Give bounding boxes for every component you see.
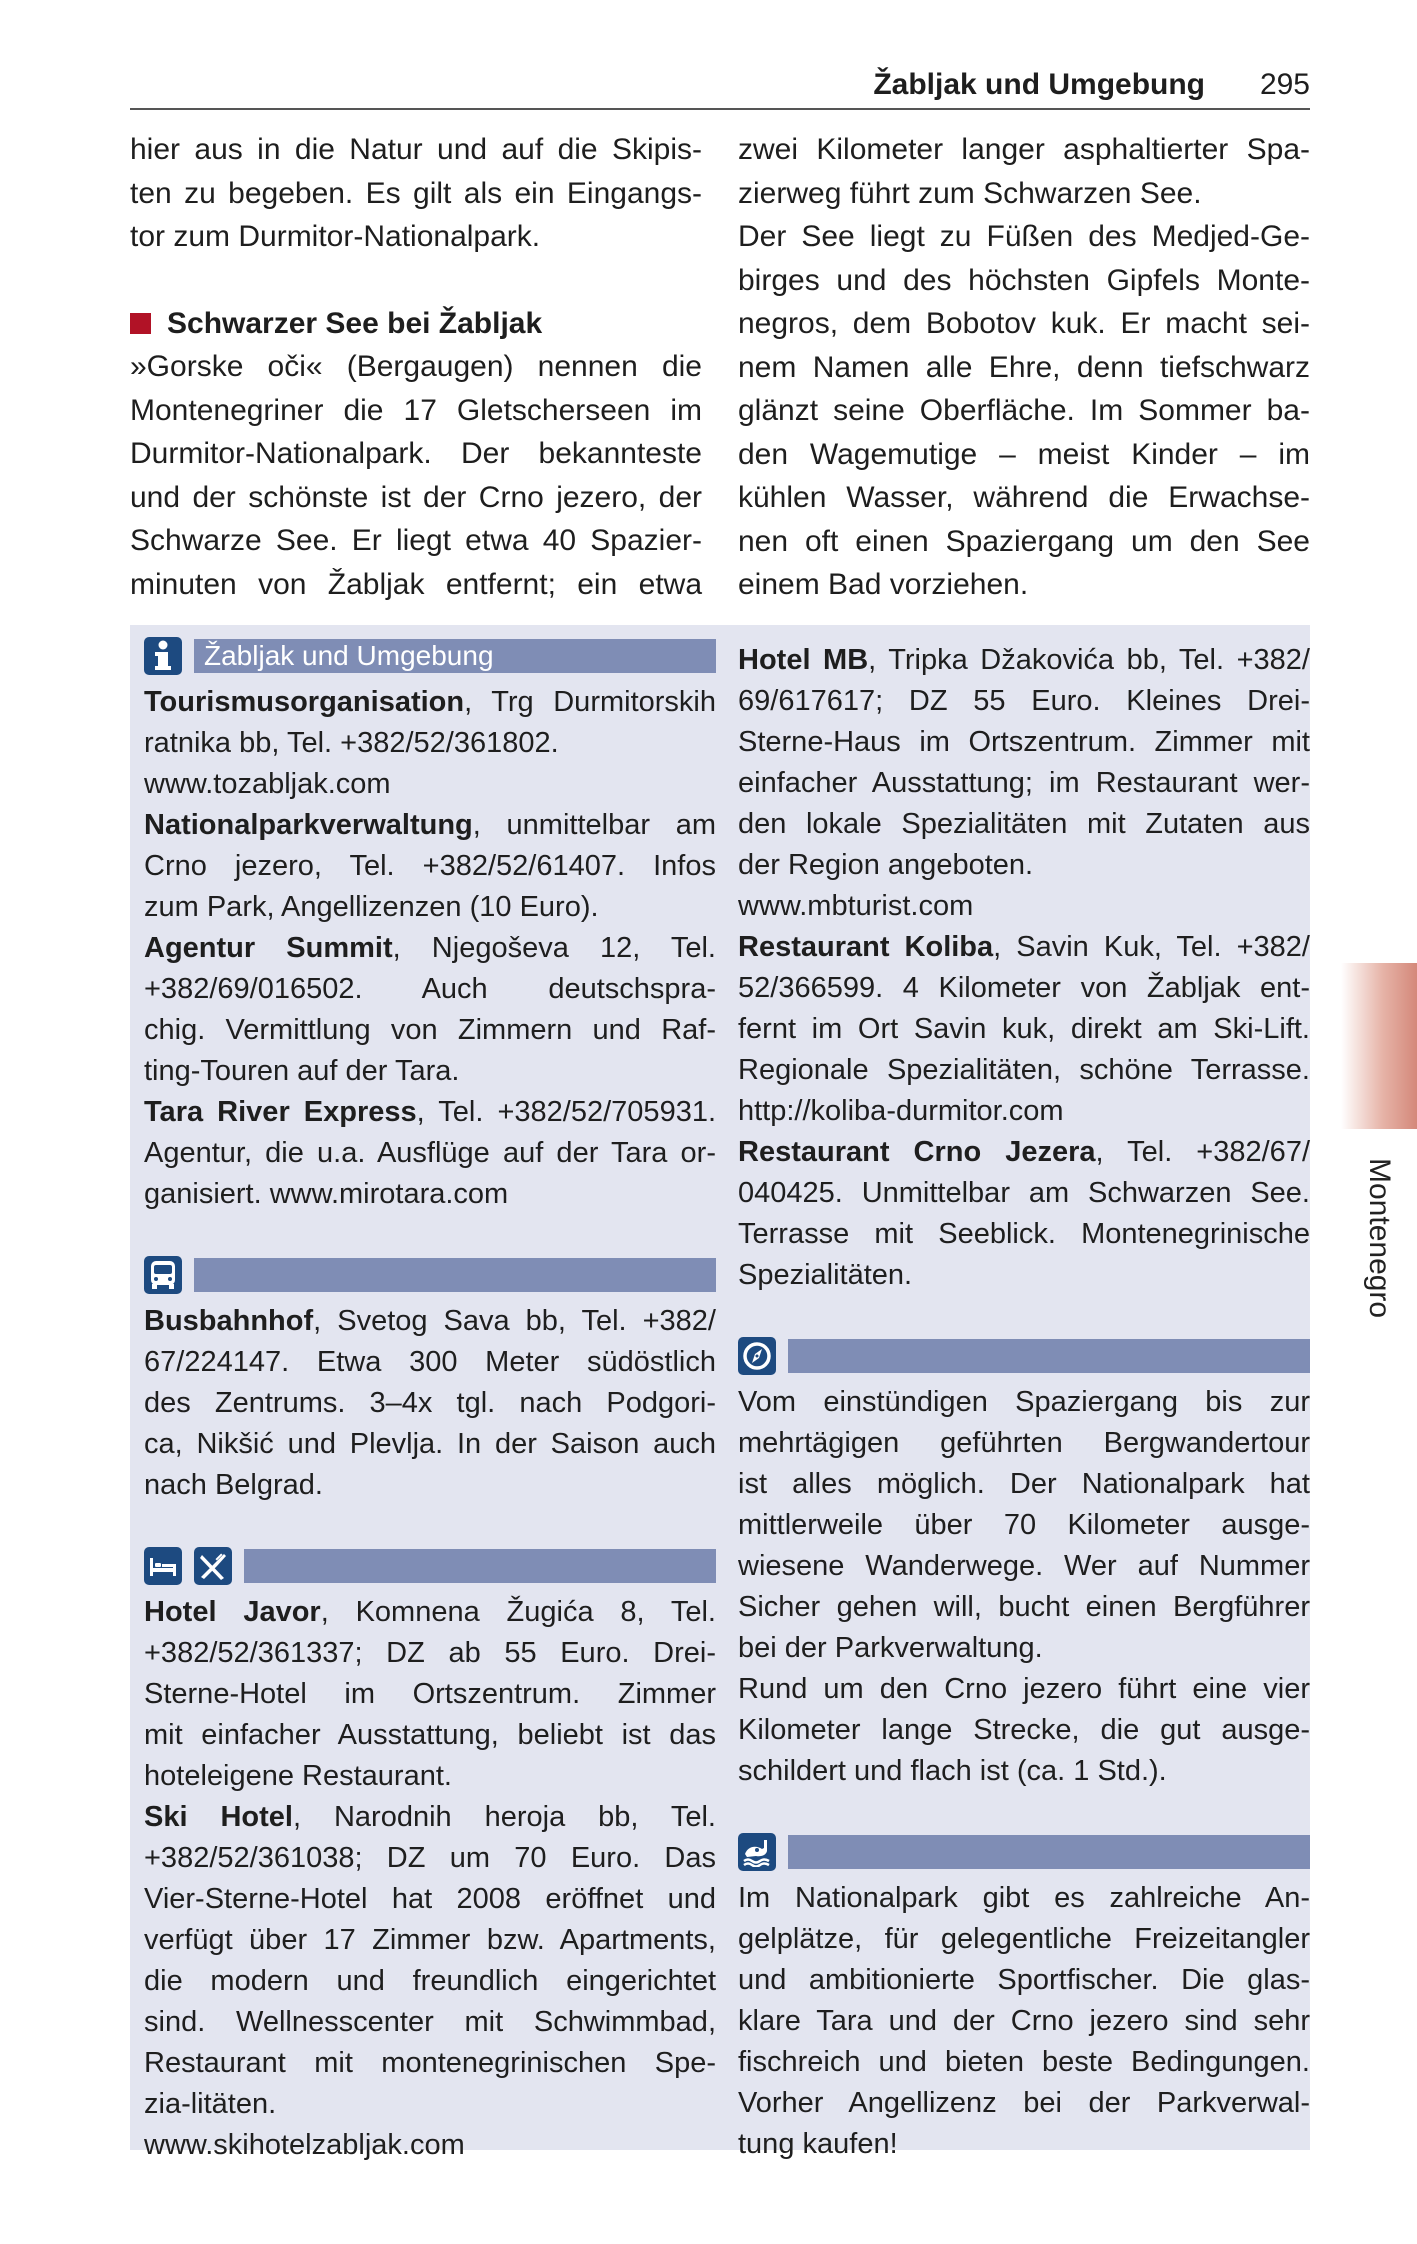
entry-text: 69/617617; DZ 55 Euro. Kleines Drei- [738,685,1310,717]
section-heading [130,302,702,346]
red-square-bullet-icon [130,313,151,334]
text-line: Rund um den Crno jezero führt eine vier [738,1673,1310,1705]
intro-left-column [130,128,702,606]
text-line: »Gorske oči« (Bergaugen) nennen die [130,350,702,383]
text-line: zwei Kilometer langer asphaltierter Spa- [738,133,1310,166]
fishing-text [738,1878,1310,2165]
entry-text: des Zentrums. 3–4x tgl. nach Podgori- [144,1387,716,1419]
section-bar [244,1549,716,1583]
entry-nationalparkverwaltung [144,805,716,928]
fork-knife-icon [194,1547,232,1585]
entry-tara-river-express [144,1092,716,1215]
section-header-info [144,636,716,676]
entry-text: 040425. Unmittelbar am Schwarzen See. [738,1177,1310,1209]
entry-restaurant-koliba [738,927,1310,1132]
entry-name: Ski Hotel [144,1801,293,1833]
text-line: ist alles möglich. Der Nationalpark hat [738,1468,1310,1500]
text-line: kühlen Wasser, während die Erwachse- [738,481,1310,514]
entry-text: zia-litäten. [144,2088,277,2120]
entry-text: , Njegoševa 12, Tel. [392,932,716,964]
entry-link[interactable]: www.mbturist.com [738,890,974,922]
entry-text: , Narodnih heroja bb, Tel. [292,1801,716,1833]
entry-text: Terrasse mit Seeblick. Montenegrinische [738,1218,1310,1250]
entry-text: , Tel. +382/67/ [1095,1136,1310,1168]
entry-text: ca, Nikšić und Plevlja. In der Saison auch [144,1428,716,1460]
entry-name: Tara River Express [144,1096,417,1128]
entry-text: verfügt über 17 Zimmer bzw. Apartments, [144,1924,716,1956]
entry-text: 52/366599. 4 Kilometer von Žabljak ent- [738,972,1310,1004]
text-line: minuten von Žabljak entfernt; ein etwa [130,567,702,601]
entry-text: , Tel. +382/52/705931. [416,1096,717,1128]
entry-ski-hotel [144,1797,716,2166]
text-line: hier aus in die Natur und auf die Skipis- [130,133,702,166]
header-title: Žabljak und Umgebung [873,68,1205,101]
entry-name: Tourismusorganisation [144,686,465,718]
text-line: Vorher Angellizenz bei der Parkverwal- [738,2087,1310,2119]
entry-text: den lokale Spezialitäten mit Zutaten aus [738,808,1310,840]
section-header-transport [144,1255,716,1295]
entry-text: Sterne-Hotel im Ortszentrum. Zimmer [144,1678,716,1710]
entry-text: , Tripka Džakovića bb, Tel. +382/ [868,644,1310,676]
section-header-fishing [738,1832,1310,1872]
text-line: und ambitionierte Sportfischer. Die glas- [738,1964,1310,1996]
text-line: Schwarze See. Er liegt etwa 40 Spazier- [130,524,702,557]
side-label-text: Montenegro [1363,1158,1396,1319]
entry-text: chig. Vermittlung von Zimmern und Raf- [144,1014,716,1046]
hiking-text [738,1382,1310,1792]
entry-link[interactable]: www.tozabljak.com [144,768,391,800]
fishing-icon [738,1833,776,1871]
text-line: negros, dem Bobotov kuk. Er macht sei- [738,307,1310,340]
text-line: gelplätze, für gelegentliche Freizeitangler [738,1923,1310,1955]
entry-text: , Svetog Sava bb, Tel. +382/ [313,1305,716,1337]
text-line: mittlerweile über 70 Kilometer ausge- [738,1509,1310,1541]
entry-name: Agentur Summit [144,932,393,964]
text-line: Der See liegt zu Füßen des Medjed-Ge- [738,220,1310,253]
text-line: und der schönste ist der Crno jezero, der [130,480,702,514]
entry-text: Sterne-Haus im Ortszentrum. Zimmer mit [738,726,1310,758]
entry-text: hoteleigene Restaurant. [144,1760,452,1792]
infobox-right-column [738,640,1310,2165]
entry-text: Spezialitäten. [738,1259,913,1291]
section-bar-title: Žabljak und Umgebung [194,639,716,673]
entry-text: mit einfacher Ausstattung, beliebt ist das [144,1719,716,1751]
entry-text: zum Park, Angellizenzen (10 Euro). [144,891,599,923]
text-line: klare Tara und der Crno jezero sind sehr [738,2005,1310,2037]
entry-name: Restaurant Crno Jezera [738,1136,1096,1168]
text-line: nen oft einen Spaziergang um den See [738,524,1310,558]
text-line: wiesene Wanderwege. Wer auf Nummer [738,1550,1310,1582]
chapter-thumb-tab [1341,963,1417,1129]
infobox-left-column [144,636,716,2166]
entry-name: Hotel Javor [144,1596,321,1628]
entry-tourismusorganisation [144,682,716,805]
section-bar [788,1339,1310,1373]
entry-name: Busbahnhof [144,1305,314,1337]
running-header [130,62,1310,110]
entry-text: ting-Touren auf der Tara. [144,1055,460,1087]
page-number: 295 [1259,68,1310,101]
text-line: schildert und flach ist (ca. 1 Std.). [738,1755,1167,1787]
entry-restaurant-crno-jezera [738,1132,1310,1296]
entry-text: nach Belgrad. [144,1469,323,1501]
entry-busbahnhof [144,1301,716,1506]
entry-text: Agentur, die u.a. Ausflüge auf der Tara or- [144,1137,716,1169]
entry-text: +382/52/361337; DZ ab 55 Euro. Drei- [144,1637,716,1669]
entry-agentur-summit [144,928,716,1092]
chapter-side-label [1340,1158,1416,1348]
entry-link[interactable]: www.skihotelzabljak.com [144,2129,465,2161]
entry-text: +382/52/361038; DZ um 70 Euro. Das [144,1842,716,1874]
text-line: Montenegriner die 17 Gletscherseen im [130,393,702,427]
text-line: einem Bad vorziehen. [738,568,1029,601]
entry-text: , Komnena Žugića 8, Tel. [320,1596,716,1628]
entry-text: ratnika bb, Tel. +382/52/361802. [144,727,559,759]
bus-icon [144,1256,182,1294]
entry-name: Nationalparkverwaltung [144,809,473,841]
section-header-accommodation [144,1546,716,1586]
entry-hotel-mb [738,640,1310,927]
text-line: Durmitor-Nationalpark. Der bekannteste [130,437,702,470]
text-line: zierweg führt zum Schwarzen See. [738,176,1202,210]
text-line: birges und des höchsten Gipfels Monte- [738,263,1310,297]
text-line: fischreich und bieten beste Bedingungen. [738,2046,1310,2078]
text-line: nem Namen alle Ehre, denn tiefschwarz [738,350,1310,384]
entry-text: fernt im Ort Savin kuk, direkt am Ski-Lift. [738,1013,1310,1045]
section-heading-text: Schwarzer See bei Žabljak [167,306,543,340]
entry-text: , unmittelbar am [472,809,716,841]
entry-text: sind. Wellnesscenter mit Schwimmbad, [144,2006,716,2038]
entry-name: Hotel MB [738,644,869,676]
text-line: Kilometer lange Strecke, die gut ausge- [738,1714,1310,1746]
entry-text: einfacher Ausstattung; im Restaurant wer- [738,767,1310,799]
entry-text: die modern und freundlich eingerichtet [144,1965,716,1997]
text-line: ten zu begeben. Es gilt als ein Eingangs- [130,176,702,210]
entry-text: ganisiert. www.mirotara.com [144,1178,509,1210]
bed-icon [144,1547,182,1585]
text-line: Vom einstündigen Spaziergang bis zur [738,1386,1310,1418]
section-bar [194,1258,716,1292]
section-header-hiking [738,1336,1310,1376]
compass-icon [738,1337,776,1375]
text-line: Im Nationalpark gibt es zahlreiche An- [738,1882,1310,1914]
text-line: glänzt seine Oberfläche. Im Sommer ba- [738,394,1310,427]
text-line: tung kaufen! [738,2128,898,2160]
text-line: den Wagemutige – meist Kinder – im [738,437,1310,471]
text-line: bei der Parkverwaltung. [738,1632,1043,1664]
entry-text: Crno jezero, Tel. +382/52/61407. Infos [144,850,716,882]
info-icon [144,637,182,675]
text-line: Sicher gehen will, bucht einen Bergführer [738,1591,1310,1623]
entry-text: der Region angeboten. [738,849,1034,881]
intro-right-column [738,128,1310,607]
entry-text: , Savin Kuk, Tel. +382/ [993,931,1310,963]
text-line: tor zum Durmitor-Nationalpark. [130,220,541,253]
entry-text: , Trg Durmitorskih [464,686,716,718]
entry-text: +382/69/016502. Auch deutschspra- [144,973,716,1005]
entry-name: Restaurant Koliba [738,931,994,963]
entry-link[interactable]: http://koliba-durmitor.com [738,1095,1064,1127]
entry-text: 67/224147. Etwa 300 Meter südöstlich [144,1346,716,1378]
entry-text: Regionale Spezialitäten, schöne Terrasse. [738,1054,1310,1086]
entry-text: Restaurant mit montenegrinischen Spe- [144,2047,716,2079]
section-bar [788,1835,1310,1869]
text-line: mehrtägigen geführten Bergwandertour [738,1427,1310,1459]
entry-hotel-javor [144,1592,716,1797]
entry-text: Vier-Sterne-Hotel hat 2008 eröffnet und [144,1883,716,1915]
